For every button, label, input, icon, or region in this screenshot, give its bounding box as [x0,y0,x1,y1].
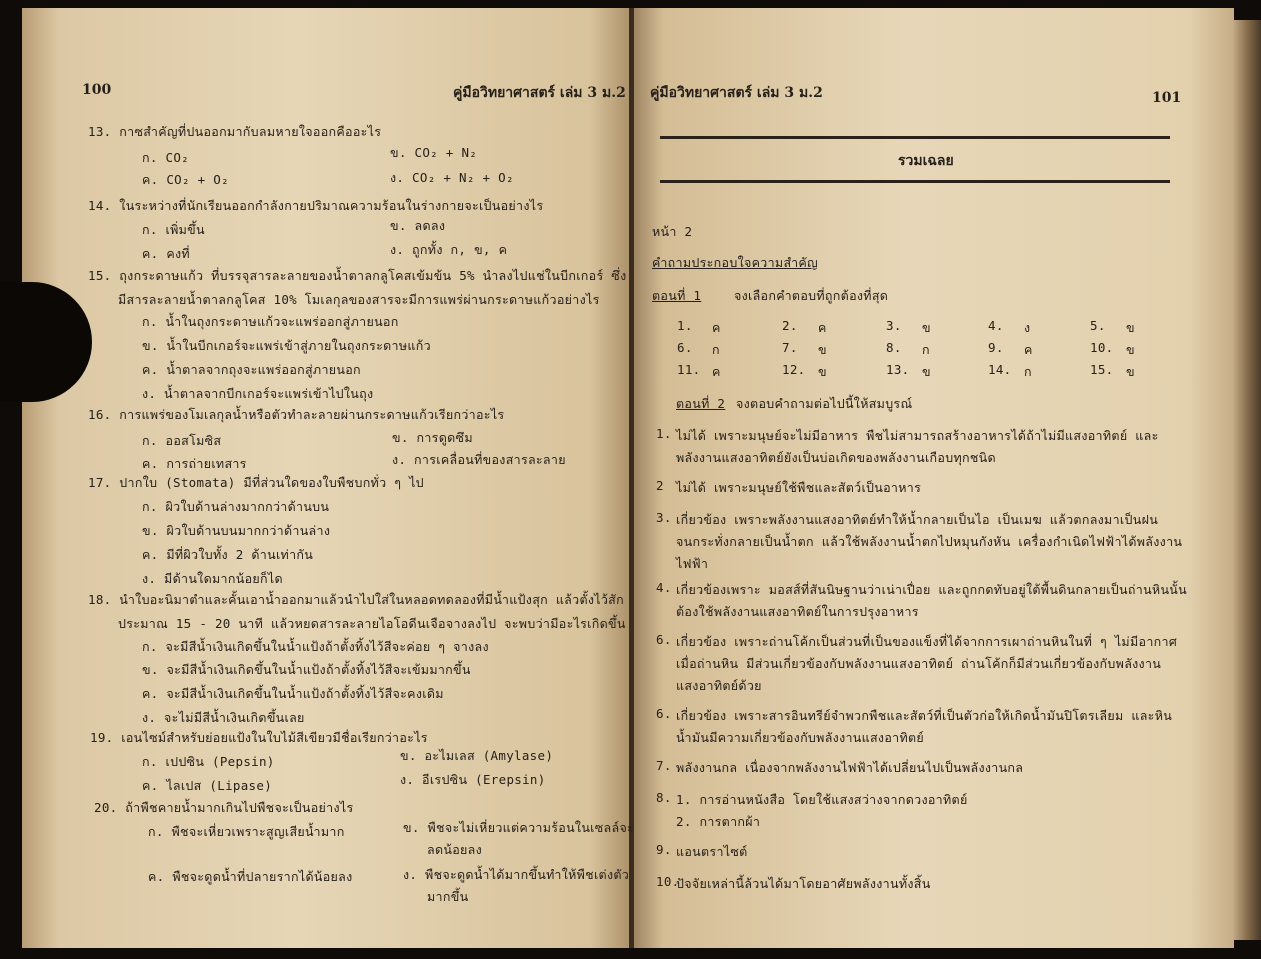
answer-option: ก. เปปซิน (Pepsin) [142,754,275,769]
answer-item-number: 7. [656,758,672,773]
answer-option: ข. ลดลง [390,218,446,233]
answer-line: ไฟฟ้า [676,556,709,571]
answer-number: 4. [988,318,1004,333]
answer-line: เกี่ยวข้อง เพราะถ่านโค้กเป็นส่วนที่เป็นของแข็งที่ได้จากการเผาถ่านหินในที่ ๆ ไม่มีอากาศ [676,634,1178,649]
right-running-header: คู่มือวิทยาศาสตร์ เล่ม 3 ม.2 [650,85,823,101]
answer-number: 5. [1090,318,1106,333]
answer-number: 6. [677,340,693,355]
part1-label: ตอนที่ 1 [652,288,702,303]
answer-number: 3. [886,318,902,333]
question-stem: 20. ถ้าพืชคายน้ำมากเกินไปพืชจะเป็นอย่างไร [94,800,354,815]
answer-option: ข. น้ำในบีกเกอร์จะแพร่เข้าสู่ภายในถุงกระดาษแก้ว [142,338,431,353]
answer-line: พลังงานกล เนื่องจากพลังงานไฟฟ้าได้เปลี่ยนไปเป็นพลังงานกล [676,760,1024,775]
answer-option: ง. อีเรปซิน (Erepsin) [400,772,546,787]
answer-option: ค. ไลเปส (Lipase) [142,778,273,793]
answer-letter: ข [818,364,827,379]
answer-letter: ค [712,320,721,335]
answer-option: ข. พืชจะไม่เหี่ยวแต่ความร้อนในเซลล์จะ [403,820,635,835]
answer-option: ข. CO₂ + N₂ [390,145,478,160]
answer-line: เมื่อถ่านหิน มีส่วนเกี่ยวข้องกับพลังงานแสงอาทิตย์ ถ่านโค้กก็มีส่วนเกี่ยวข้องกับพลังงาน [676,656,1162,671]
answer-letter: ข [1126,342,1135,357]
question-stem: 17. ปากใบ (Stomata) มีที่ส่วนใดของใบพืชบกทั่ว ๆ ไป [88,475,424,490]
answer-item-number: 1. [656,426,672,441]
title-rule-top [660,136,1170,139]
answer-option: ง. ถูกทั้ง ก, ข, ค [390,242,508,257]
answer-line: 1. การอ่านหนังสือ โดยใช้แสงสว่างจากดวงอาทิตย์ [676,792,968,807]
question-stem: 16. การแพร่ของโมเลกุลน้ำหรือตัวทำละลายผ่านกระดาษแก้วเรียกว่าอะไร [88,407,505,422]
answer-option: ข. การดูดซึม [392,430,473,445]
answer-number: 7. [782,340,798,355]
answer-option: ง. จะไม่มีสีน้ำเงินเกิดขึ้นเลย [142,710,305,725]
answer-letter: ข [1126,364,1135,379]
answer-line: แสงอาทิตย์ด้วย [676,678,762,693]
answer-number: 12. [782,362,806,377]
answer-letter: ข [922,320,931,335]
page-edge [1232,20,1261,940]
answer-letter: ค [1024,342,1033,357]
answer-item-number: 10. [656,874,680,889]
left-running-header: คู่มือวิทยาศาสตร์ เล่ม 3 ม.2 [453,85,626,101]
answer-letter: ข [818,342,827,357]
answer-item-number: 4. [656,580,672,595]
answer-item-number: 3. [656,510,672,525]
answer-item-number: 9. [656,842,672,857]
answer-line: ไม่ได้ เพราะมนุษย์จะไม่มีอาหาร พืชไม่สามารถสร้างอาหารได้ถ้าไม่มีแสงอาทิตย์ และ [676,428,1159,443]
answer-number: 9. [988,340,1004,355]
answer-option: ข. จะมีสีน้ำเงินเกิดขึ้นในน้ำแป้งถ้าตั้งทิ้งไว้สีจะเข้มมากขึ้น [142,662,471,677]
question-stem-continued: มีสารละลายน้ำตาลกลูโคส 10% โมเลกุลของสารจะมีการแพร่ผ่านกระดาษแก้วอย่างไร [118,292,600,307]
answer-line: ต้องใช้พลังงานแสงอาทิตย์ในการปรุงอาหาร [676,604,919,619]
answer-option: ก. น้ำในถุงกระดาษแก้วจะแพร่ออกสู่ภายนอก [142,314,399,329]
answer-option: มากขึ้น [427,889,469,904]
question-stem: 15. ถุงกระดาษแก้ว ที่บรรจุสารละลายของน้ำตาลกลูโคสเข้มข้น 5% นำลงไปแช่ในบีกเกอร์ ซึ่ง [88,268,627,283]
answer-number: 2. [782,318,798,333]
answer-line: แอนตราไซต์ [676,844,748,859]
answer-line: ปัจจัยเหล่านี้ล้วนได้มาโดยอาศัยพลังงานทั้งสิ้น [676,876,931,891]
answer-key-title: รวมเฉลย [898,153,954,169]
answer-option: ก. ออสโมซิส [142,433,222,448]
answer-letter: ก [1024,364,1032,379]
answer-line: จนกระทั่งกลายเป็นน้ำตก แล้วใช้พลังงานน้ำตกไปหมุนกังหัน เครื่องกำเนิดไฟฟ้าได้พลังงาน [676,534,1183,549]
question-stem: 18. นำใบอะนิมาตำและคั้นเอาน้ำออกมาแล้วนำไปใส่ในหลอดทดลองที่มีน้ำแป้งสุก แล้วตั้งไว้สัก [88,592,624,607]
part2-text: จงตอบคำถามต่อไปนี้ให้สมบูรณ์ [736,396,913,411]
right-page-number: 101 [1152,90,1182,106]
answer-option: ค. จะมีสีน้ำเงินเกิดขึ้นในน้ำแป้งถ้าตั้งทิ้งไว้สีจะคงเดิม [142,686,444,701]
answer-number: 8. [886,340,902,355]
answer-line: เกี่ยวข้อง เพราะสารอินทรีย์จำพวกพืชและสัตว์ที่เป็นตัวก่อให้เกิดน้ำมันปิโตรเลียม และหิน [676,708,1173,723]
part2-label: ตอนที่ 2 [676,396,726,411]
answer-option: ค. CO₂ + O₂ [142,172,229,187]
answer-letter: ก [712,342,720,357]
answer-letter: ค [712,364,721,379]
answer-option: ก. เพิ่มขึ้น [142,222,205,237]
answer-option: ก. จะมีสีน้ำเงินเกิดขึ้นในน้ำแป้งถ้าตั้งทิ้งไว้สีจะค่อย ๆ จางลง [142,639,489,654]
ref-page: หน้า 2 [652,224,693,239]
part1-text: จงเลือกคำตอบที่ถูกต้องที่สุด [734,288,889,303]
answer-line: ไม่ได้ เพราะมนุษย์ใช้พืชและสัตว์เป็นอาหาร [676,480,922,495]
answer-option: ง. พืชจะดูดน้ำได้มากขึ้นทำให้พืชเต่งตัว [403,867,630,882]
answer-item-number: 2 [656,478,664,493]
answer-option: ค. การถ่ายเทสาร [142,456,247,471]
question-stem: 14. ในระหว่างที่นักเรียนออกกำลังกายปริมาณความร้อนในร่างกายจะเป็นอย่างไร [88,198,544,213]
answer-number: 14. [988,362,1012,377]
title-rule-bottom [660,180,1170,183]
answer-letter: ง [1024,320,1031,335]
answer-option: ค. มีที่ผิวใบทั้ง 2 ด้านเท่ากัน [142,547,314,562]
question-stem: 19. เอนไซม์สำหรับย่อยแป้งในใบไม้สีเขียวมีชื่อเรียกว่าอะไร [90,730,428,745]
answer-line: 2. การตากผ้า [676,814,761,829]
answer-number: 10. [1090,340,1114,355]
question-stem: 13. กาซสำคัญที่ปนออกมากับลมหายใจออกคืออะไร [88,124,382,139]
answer-item-number: 6. [656,706,672,721]
answer-option: ก. ผิวใบด้านล่างมากกว่าด้านบน [142,499,330,514]
answer-option: ง. การเคลื่อนที่ของสารละลาย [392,452,566,467]
answer-item-number: 8. [656,790,672,805]
answer-letter: ก [922,342,930,357]
answer-option: ข. ผิวใบด้านบนมากกว่าด้านล่าง [142,523,331,538]
answer-letter: ค [818,320,827,335]
answer-option: ง. CO₂ + N₂ + O₂ [390,170,514,185]
answer-option: ง. น้ำตาลจากบีกเกอร์จะแพร่เข้าไปในถุง [142,386,374,401]
section-heading: คำถามประกอบใจความสำคัญ [652,255,819,270]
left-page-number: 100 [82,82,112,98]
answer-option: ค. คงที่ [142,246,190,261]
answer-number: 1. [677,318,693,333]
answer-item-number: 6. [656,632,672,647]
answer-line: น้ำมันมีความเกี่ยวข้องกับพลังงานแสงอาทิตย์ [676,730,925,745]
answer-option: ค. น้ำตาลจากถุงจะแพร่ออกสู่ภายนอก [142,362,361,377]
answer-letter: ข [1126,320,1135,335]
answer-option: ก. พืชจะเหี่ยวเพราะสูญเสียน้ำมาก [148,824,345,839]
book-gutter [629,8,634,948]
answer-option: ง. มีด้านใดมากน้อยก็ได [142,571,283,586]
answer-number: 15. [1090,362,1114,377]
answer-option: ค. พืชจะดูดน้ำที่ปลายรากได้น้อยลง [148,869,353,884]
answer-option: ลดน้อยลง [427,842,483,857]
answer-number: 13. [886,362,910,377]
question-stem-continued: ประมาณ 15 - 20 นาที แล้วหยดสารละลายไอโอดีนเจือจางลงไป จะพบว่ามีอะไรเกิดขึ้น [118,616,626,631]
answer-line: เกี่ยวข้อง เพราะพลังงานแสงอาทิตย์ทำให้น้ำกลายเป็นไอ เป็นเมฆ แล้วตกลงมาเป็นฝน [676,512,1159,527]
answer-option: ข. อะไมเลส (Amylase) [400,748,554,763]
answer-letter: ข [922,364,931,379]
answer-line: เกี่ยวข้องเพราะ มอสส์ที่สันนิษฐานว่าเน่าเปื่อย และถูกกดทับอยู่ใต้พื้นดินกลายเป็นถ่านหินนั้น [676,582,1187,597]
answer-option: ก. CO₂ [142,150,189,165]
answer-line: พลังงานแสงอาทิตย์ยังเป็นบ่อเกิดของพลังงานเกือบทุกชนิด [676,450,996,465]
answer-number: 11. [677,362,701,377]
